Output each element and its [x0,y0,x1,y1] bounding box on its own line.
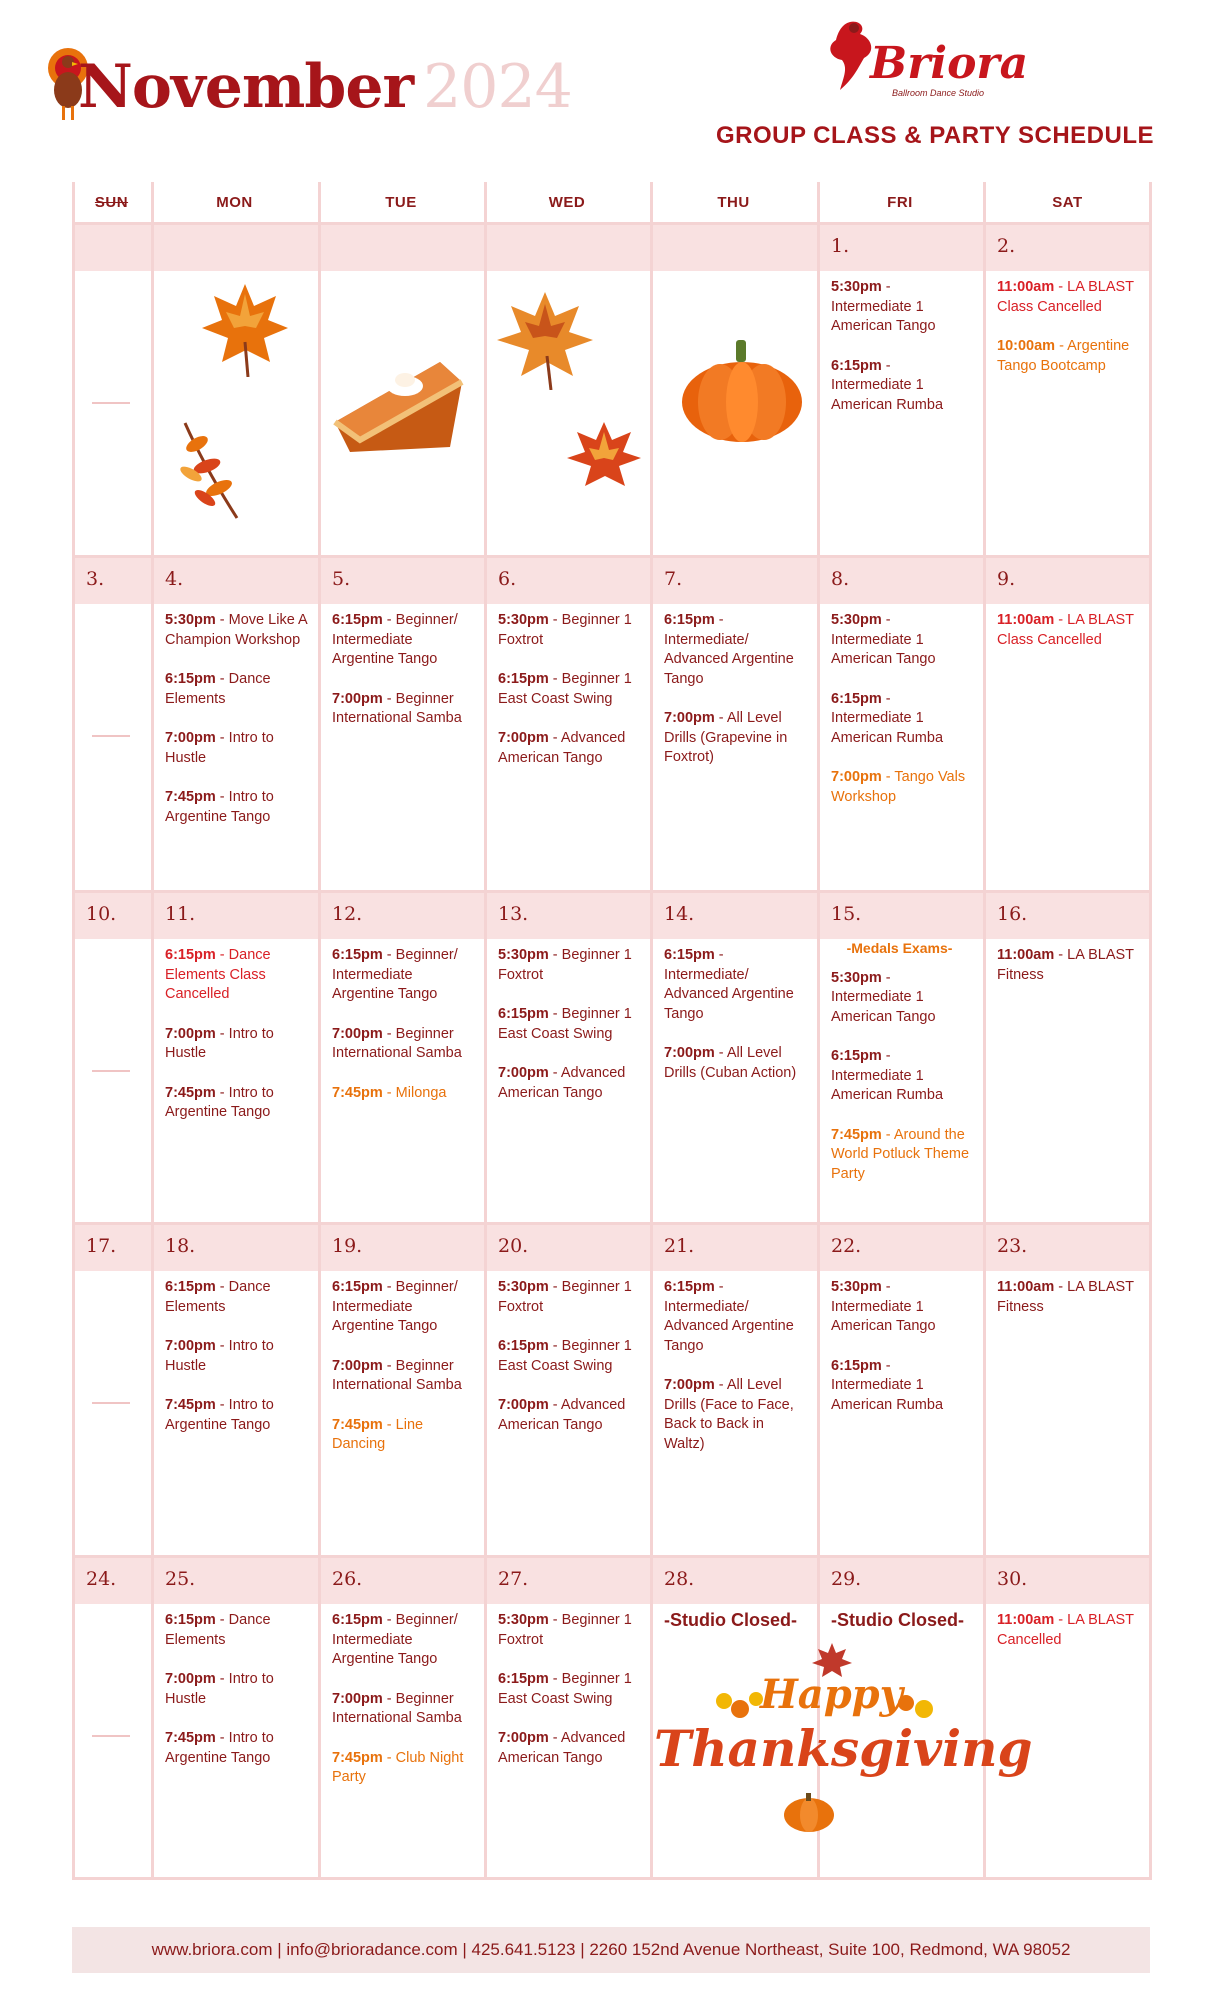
maple-leaf-icon [200,282,290,377]
class-event [165,1611,308,1650]
class-event [831,357,973,416]
class-event [498,946,640,985]
grid-line-vertical [1149,182,1152,1880]
event-time: 10:00am [997,338,1056,354]
event-title: - Intermediate 1 American Rumba [831,357,944,413]
grid-line-vertical [484,182,487,1880]
date-band [72,893,1152,939]
date-number: 20. [498,1235,529,1257]
event-time: 6:15pm [165,947,216,963]
month-label: November [78,52,414,122]
grid-line-vertical [983,182,986,1880]
class-event [498,1278,640,1317]
class-event [997,946,1142,985]
event-title: - Intermediate 1 American Rumba [831,690,944,746]
maple-leaf-icon [565,420,643,498]
event-title: - Club Night Party [332,1749,464,1785]
empty-day-dash [92,402,130,404]
pumpkin-icon [782,1789,836,1833]
day-cell [165,611,308,847]
date-number: 5. [332,568,351,590]
event-time: 6:15pm [332,1279,383,1295]
class-event [165,670,308,709]
event-title: - Intro to Argentine Tango [165,789,274,825]
class-event [831,278,973,337]
event-title: - Intro to Hustle [165,730,274,766]
grid-line-horizontal [72,1222,1152,1225]
day-cell [498,611,640,788]
date-number: 3. [86,568,105,590]
day-cell [831,939,973,1204]
date-number: 24. [86,1568,117,1590]
class-event [498,1729,640,1768]
grid-line-vertical [72,182,75,1880]
studio-closed-label: -Studio Closed- [831,1610,964,1630]
event-title: - Beginner International Samba [332,1357,462,1393]
event-title: - Dance Elements [165,671,271,707]
event-time: 7:00pm [498,730,549,746]
grid-line-horizontal [72,1877,1152,1880]
day-cell [165,1611,308,1788]
class-event [498,1064,640,1103]
event-title: - LA BLAST Cancelled [997,1612,1134,1648]
event-title: - Dance Elements [165,1279,271,1315]
event-time: 6:15pm [831,357,882,374]
date-number: 29. [831,1568,862,1590]
grid-line-horizontal [72,555,1152,558]
date-number: 12. [332,903,363,925]
class-event [664,709,807,768]
empty-day-dash [92,1402,130,1404]
day-cell [664,1611,807,1631]
event-title: - Beginner 1 East Coast Swing [498,1006,632,1042]
event-title: - LA BLAST Class Cancelled [997,279,1134,315]
grid-line-vertical [817,182,820,1880]
grid-line-vertical [650,182,653,1880]
event-time: 6:15pm [332,1612,383,1628]
day-cell [332,946,474,1123]
event-time: 5:30pm [831,969,882,986]
event-time: 6:15pm [831,1357,882,1374]
day-cell [831,278,973,435]
event-title: - Intro to Argentine Tango [165,1730,274,1766]
event-time: 6:15pm [498,1006,549,1022]
event-time: 6:15pm [498,1338,549,1354]
event-time: 5:30pm [831,279,882,295]
event-title: - Intro to Argentine Tango [165,1397,274,1433]
class-event [165,946,308,1005]
pumpkin-icon [680,338,804,444]
event-title: - Line Dancing [332,1416,424,1452]
event-title: - Beginner International Samba [332,1025,462,1061]
day-header-sat: SAT [1052,193,1083,211]
event-title: - All Level Drills (Face to Face, Back to Back in Waltz) [664,1377,794,1452]
event-time: 7:45pm [165,1084,216,1101]
class-event [332,1357,474,1396]
class-event [332,611,474,670]
schedule-subtitle: GROUP CLASS & PARTY SCHEDULE [715,122,1154,149]
event-time: 7:45pm [332,1084,383,1101]
year-label: 2024 [423,52,572,122]
event-time: 6:15pm [498,671,549,687]
event-title: - Advanced American Tango [498,1730,626,1766]
event-time: 6:15pm [831,690,882,707]
day-cell [165,946,308,1143]
event-time: 7:45pm [165,1397,216,1413]
date-band [72,225,1152,271]
class-event [831,1278,973,1337]
event-title: - All Level Drills (Grapevine in Foxtrot) [664,710,788,765]
event-time: 5:30pm [498,612,549,628]
class-event [498,729,640,768]
event-time: 7:00pm [664,1045,715,1061]
event-title: - Beginner 1 Foxtrot [498,947,632,983]
day-cell [831,1611,973,1631]
date-number: 4. [165,568,184,590]
day-header-tue: TUE [385,193,417,211]
date-number: 1. [831,235,850,257]
class-event [165,729,308,768]
event-title: - Milonga [382,1084,447,1101]
day-cell [498,946,640,1123]
class-event [664,611,807,689]
date-number: 30. [997,1568,1028,1590]
day-cell [498,1611,640,1788]
event-title: - Beginner 1 Foxtrot [498,1612,632,1648]
event-title: - Beginner International Samba [332,1690,462,1726]
happy-thanksgiving-graphic [642,1667,1033,1837]
class-event [165,1025,308,1064]
grid-line-vertical [151,182,154,1880]
event-time: 11:00am [997,1279,1055,1295]
event-time: 5:30pm [831,1279,882,1295]
event-time: 7:45pm [831,1126,882,1143]
event-time: 7:00pm [498,1397,549,1413]
class-event [831,611,973,670]
day-header-mon: MON [216,193,253,211]
event-title: - Intermediate 1 American Rumba [831,1048,944,1103]
event-title: - Around the World Potluck Theme Party [831,1126,970,1182]
date-number: 26. [332,1568,363,1590]
class-event [498,1611,640,1650]
class-event [997,611,1142,650]
class-event [664,1376,807,1454]
class-event [165,1337,308,1376]
event-time: 7:45pm [165,1730,216,1746]
date-number: 25. [165,1568,196,1590]
event-time: 7:00pm [332,1025,383,1042]
date-number: 7. [664,568,683,590]
date-number: 19. [332,1235,363,1257]
class-event [664,1044,807,1083]
medals-exams-note: -Medals Exams- [846,940,953,956]
date-band [72,1558,1152,1604]
event-time: 6:15pm [332,947,383,963]
event-title: - Argentine Tango Bootcamp [997,338,1130,374]
class-event [332,1749,474,1788]
studio-closed-label: -Studio Closed- [664,1610,797,1630]
day-cell [831,1278,973,1435]
day-cell [997,611,1142,670]
class-event [332,1690,474,1729]
maple-leaf-icon [495,290,595,390]
event-title: - Intro to Hustle [165,1025,274,1061]
event-time: 7:00pm [498,1065,549,1081]
date-number: 13. [498,903,529,925]
grid-line-vertical [318,182,321,1880]
day-cell [997,946,1142,1005]
day-header-fri: FRI [887,193,913,211]
date-number: 14. [664,903,695,925]
class-event [332,1416,474,1455]
event-title: - LA BLAST Fitness [997,1279,1134,1315]
date-number: 15. [831,903,862,925]
class-event [165,1670,308,1709]
date-number: 8. [831,568,850,590]
class-event [332,1278,474,1337]
event-title: - Intermediate 1 American Tango [831,969,936,1025]
class-event [831,1126,973,1185]
event-time: 7:00pm [498,1730,549,1746]
class-event [165,611,308,650]
class-event [165,1396,308,1435]
pumpkin-pie-icon [330,352,465,462]
happy-text: Happy [760,1671,903,1718]
event-title: - Beginner/ Intermediate Argentine Tango [332,947,458,1002]
date-number: 21. [664,1235,695,1257]
day-cell [664,946,807,1103]
event-title: - Intro to Hustle [165,1338,274,1374]
event-time: 6:15pm [165,1612,216,1628]
class-event [498,1337,640,1376]
day-header-wed: WED [548,193,586,211]
class-event [831,1047,973,1106]
date-band [72,1225,1152,1271]
event-title: - Beginner 1 Foxtrot [498,1279,632,1315]
date-number: 27. [498,1568,529,1590]
empty-day-dash [92,1070,130,1072]
event-title: - Intro to Hustle [165,1671,274,1707]
event-time: 6:15pm [332,612,383,628]
event-title: - Intermediate 1 American Tango [831,1279,936,1334]
event-time: 7:00pm [831,769,882,785]
event-time: 6:15pm [831,1048,882,1064]
event-title: - Move Like A Champion Workshop [165,612,307,648]
event-time: 11:00am [997,947,1055,963]
event-time: 7:45pm [332,1749,383,1766]
date-number: 18. [165,1235,196,1257]
date-number: 28. [664,1568,695,1590]
class-event [831,1357,973,1416]
event-title: - LA BLAST Fitness [997,947,1134,983]
date-number: 23. [997,1235,1028,1257]
event-title: - Beginner 1 East Coast Swing [498,1338,632,1374]
event-title: - Intermediate 1 American Rumba [831,1357,944,1413]
date-number: 17. [86,1235,117,1257]
event-time: 6:15pm [498,1671,549,1687]
event-time: 7:45pm [332,1416,383,1433]
class-event [498,1396,640,1435]
event-title: - Advanced American Tango [498,730,626,766]
event-time: 7:00pm [664,1377,715,1393]
logo-wordmark: Briora [870,38,1029,89]
class-event [997,1278,1142,1317]
event-time: 6:15pm [165,671,216,687]
class-event [498,1005,640,1044]
grid-line-horizontal [72,1555,1152,1558]
day-cell [498,1278,640,1455]
class-event [831,690,973,749]
event-title: - Intermediate/ Advanced Argentine Tango [664,1279,794,1354]
event-title: - Advanced American Tango [498,1065,626,1101]
event-time: 7:00pm [664,710,715,726]
event-title: - Intermediate/ Advanced Argentine Tango [664,947,794,1022]
class-event [165,1084,308,1123]
event-title: - Beginner 1 East Coast Swing [498,1671,632,1707]
event-title: - Intermediate/ Advanced Argentine Tango [664,612,794,687]
event-title: - Beginner 1 Foxtrot [498,612,632,648]
briora-logo [810,18,1029,108]
date-number: 11. [165,903,196,925]
event-time: 5:30pm [498,1612,549,1628]
class-event [165,1278,308,1317]
event-time: 7:00pm [165,1671,216,1687]
class-event [498,1670,640,1709]
event-time: 5:30pm [831,612,882,628]
event-time: 6:15pm [664,947,715,963]
event-title: - Beginner/ Intermediate Argentine Tango [332,1612,458,1667]
class-event [332,1611,474,1670]
event-title: - Beginner International Samba [332,690,462,726]
day-cell [664,1278,807,1474]
event-time: 5:30pm [165,612,216,628]
event-title: - Intro to Argentine Tango [165,1084,274,1120]
day-cell [997,278,1142,396]
date-number: 9. [997,568,1016,590]
class-event [165,1729,308,1768]
day-cell [664,611,807,788]
class-event [165,788,308,827]
event-title: - LA BLAST Class Cancelled [997,612,1134,648]
event-title: - Dance Elements Class Cancelled [165,947,271,1002]
class-event [332,1084,474,1104]
event-time: 7:00pm [165,1338,216,1354]
date-number: 6. [498,568,517,590]
event-time: 5:30pm [498,1279,549,1295]
event-title: - Advanced American Tango [498,1397,626,1433]
event-time: 7:00pm [165,730,216,746]
class-event [664,946,807,1024]
event-title: - All Level Drills (Cuban Action) [664,1045,797,1081]
event-title: - Intermediate 1 American Tango [831,612,936,667]
event-time: 7:00pm [332,1357,383,1374]
event-time: 11:00am [997,612,1055,628]
class-event [498,611,640,650]
event-time: 7:00pm [332,1690,383,1707]
day-cell [165,1278,308,1455]
day-cell [997,1611,1142,1670]
class-event [664,1278,807,1356]
day-cell [831,611,973,827]
event-title: - Dance Elements [165,1612,271,1648]
thanksgiving-text: Thanksgiving [654,1719,1033,1778]
event-title: - Beginner/ Intermediate Argentine Tango [332,612,458,667]
event-time: 6:15pm [165,1279,216,1295]
class-event [332,946,474,1005]
event-time: 7:00pm [165,1025,216,1042]
class-event [332,1025,474,1064]
event-time: 6:15pm [664,1279,715,1295]
class-event [498,670,640,709]
class-event [997,1611,1142,1650]
event-time: 7:45pm [165,789,216,805]
empty-day-dash [92,735,130,737]
empty-day-dash [92,1735,130,1737]
date-number: 22. [831,1235,862,1257]
grid-line-horizontal [72,222,1152,225]
class-event [997,337,1142,376]
day-header-sun: SUN [94,193,129,211]
event-title: - Tango Vals Workshop [831,769,966,805]
class-event [831,768,973,807]
class-event [831,969,973,1028]
date-number: 2. [997,235,1016,257]
page-title [78,52,572,122]
day-header-thu: THU [717,193,750,211]
contact-footer: www.briora.com | info@brioradance.com | 425.641.5123 | 2260 152nd Avenue Northeast, Suite 100, Redmond, WA 98052 [72,1927,1150,1973]
event-title: - Intermediate 1 American Tango [831,279,936,334]
date-number: 10. [86,903,117,925]
date-band [72,558,1152,604]
autumn-leaf-branch-icon [175,418,245,523]
day-cell [332,1278,474,1475]
day-cell [997,1278,1142,1337]
event-title: - Beginner 1 East Coast Swing [498,671,632,707]
event-time: 5:30pm [498,947,549,963]
event-time: 7:00pm [332,690,383,707]
event-time: 6:15pm [664,612,715,628]
date-number: 16. [997,903,1028,925]
grid-line-horizontal [72,890,1152,893]
day-cell [332,611,474,749]
event-time: 11:00am [997,1612,1055,1628]
class-event [997,278,1142,317]
logo-tagline: Ballroom Dance Studio [892,88,985,98]
day-cell [332,1611,474,1808]
event-time: 11:00am [997,279,1055,295]
class-event [332,690,474,729]
event-title: - Beginner/ Intermediate Argentine Tango [332,1279,458,1334]
